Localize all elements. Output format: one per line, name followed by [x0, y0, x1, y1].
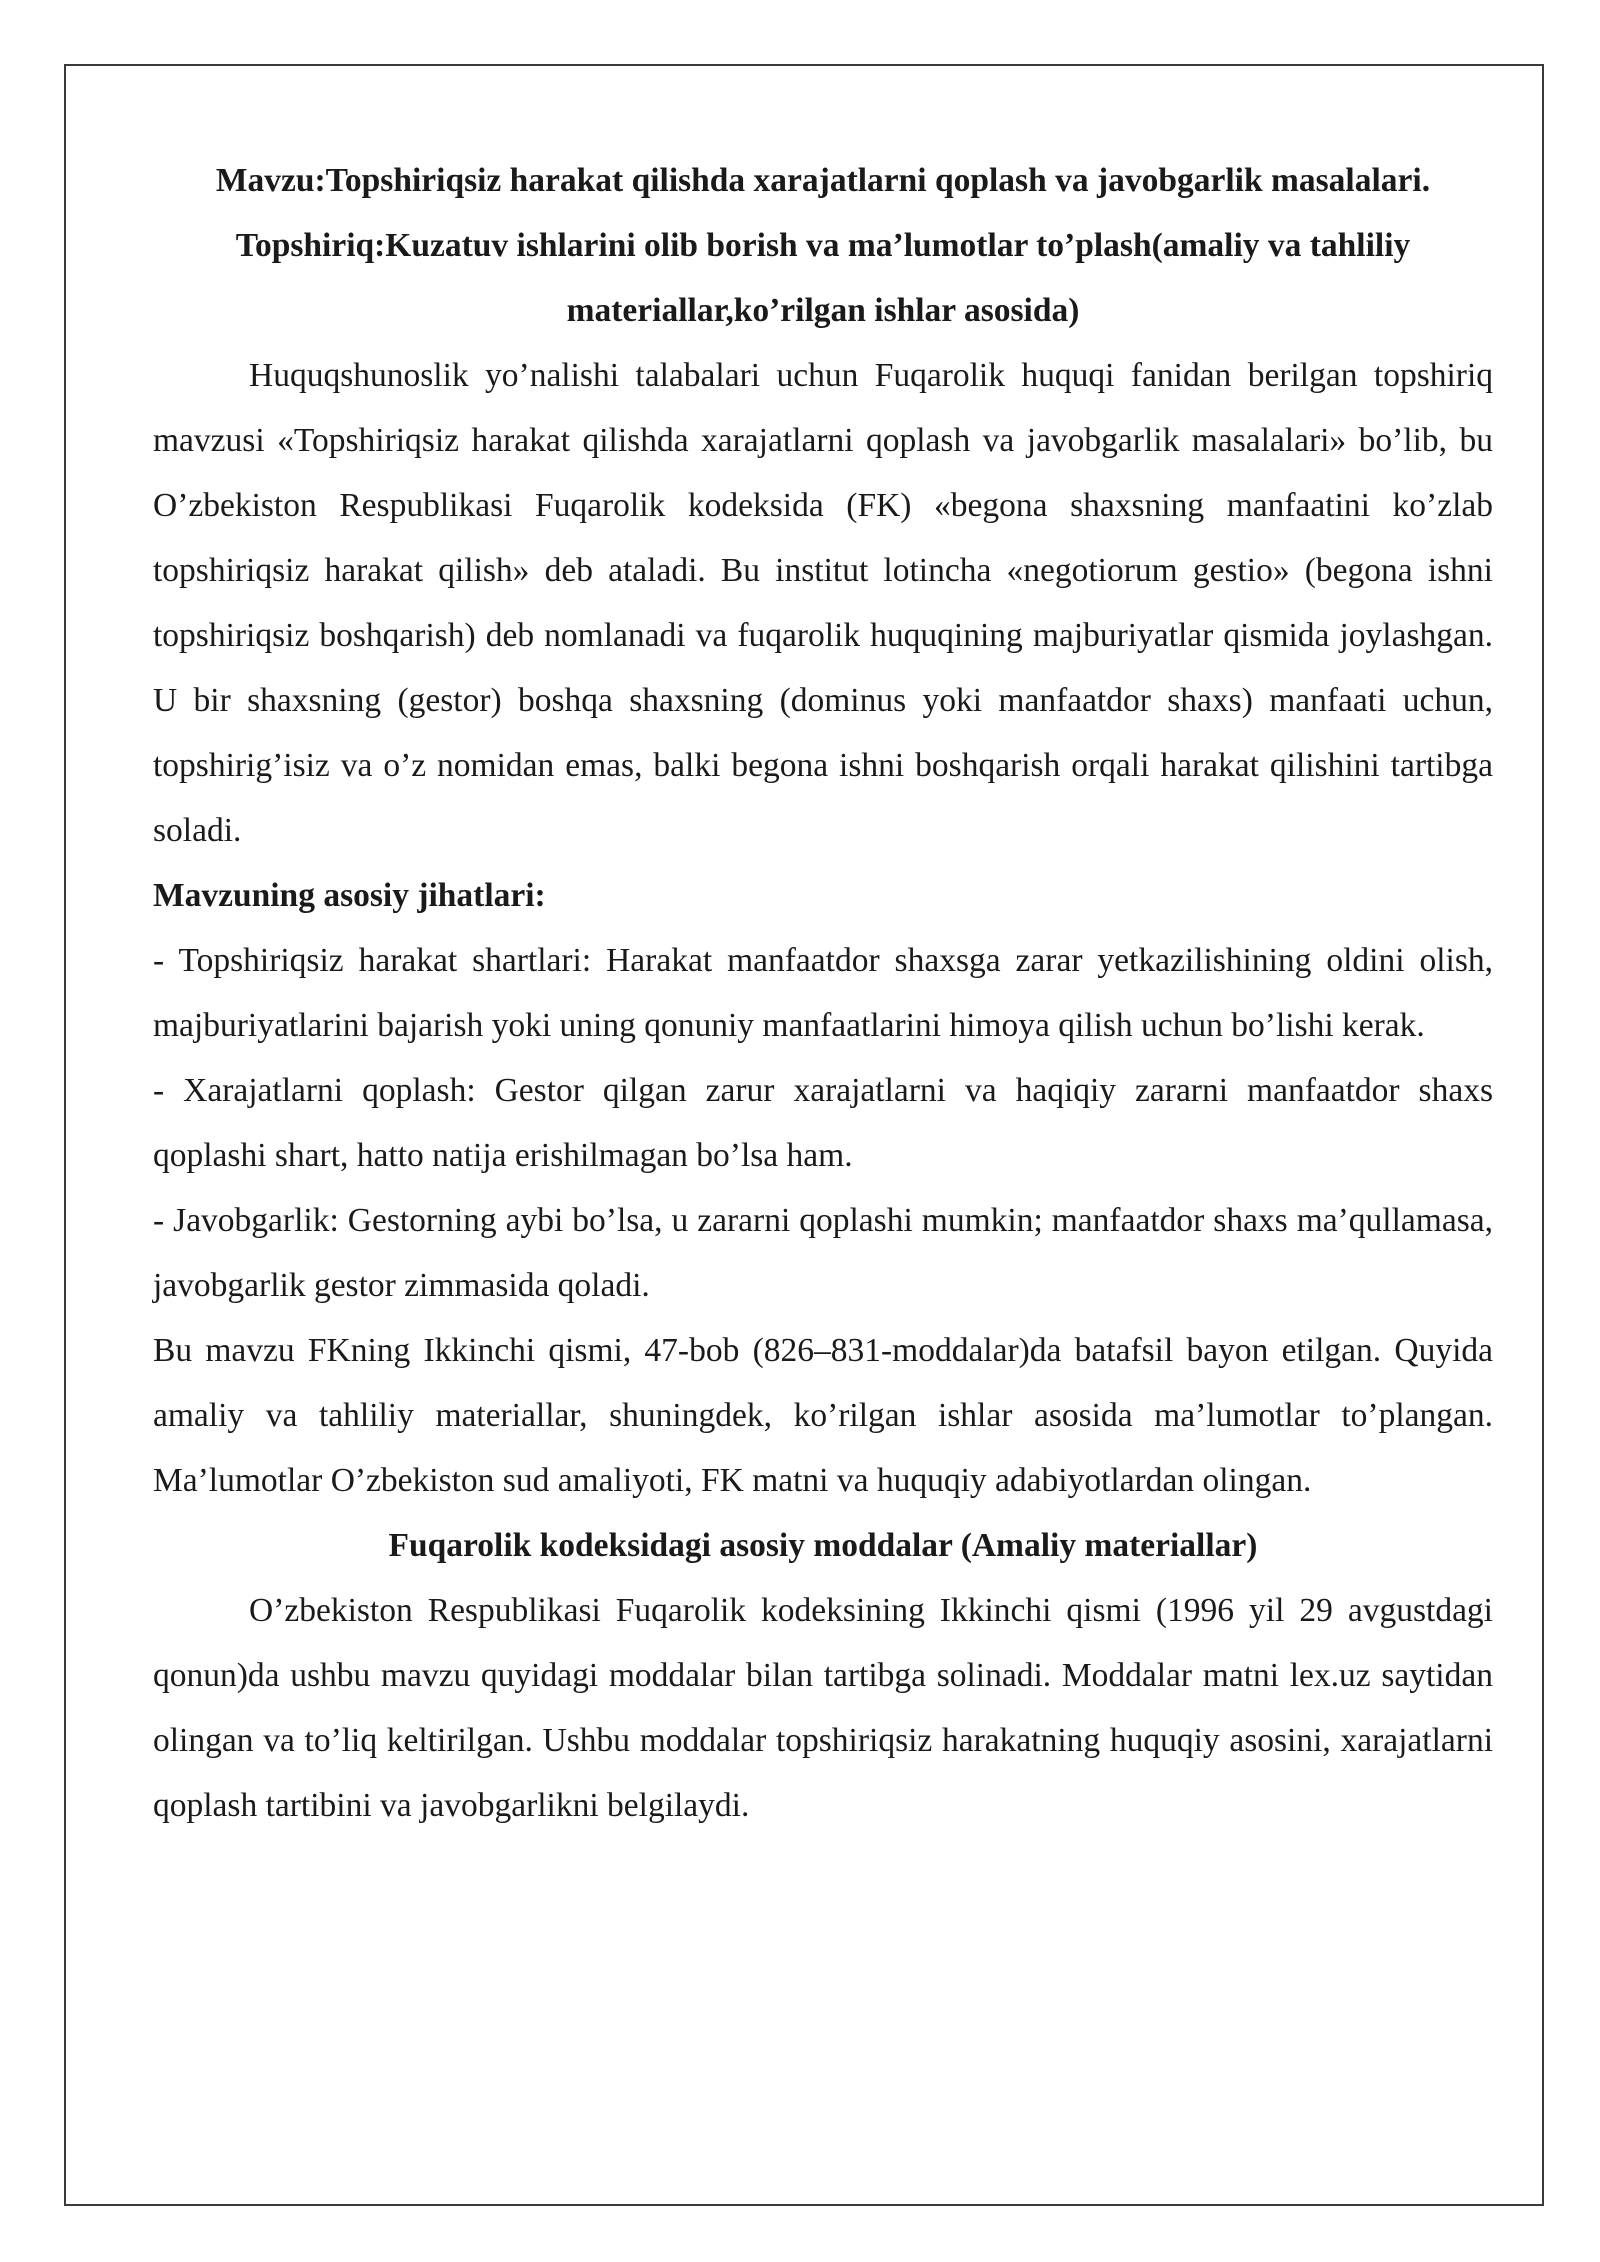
intro-paragraph: Huquqshunoslik yo’nalishi talabalari uchun Fuqarolik huquqi fanidan berilgan topshiriq mavzusi «Topshiriqsiz harakat qilishda xarajatlarni qoplash va javobgarlik masalalari» bo’lib, bu O’zbekiston Respublikasi Fuqarolik kodeksida (FK) «begona shaxsning manfaatini ko’zlab topshiriqsiz harakat qilish» deb ataladi. Bu institut lotincha «negotiorum gestio» (begona ishni topshiriqsiz boshqarish) deb nomlanadi va fuqarolik huquqining majburiyatlar qismida joylashgan. U bir shaxsning (gestor) boshqa shaxsning (dominus yoki manfaatdor shaxs) manfaati uchun, topshirig’isiz va o’z nomidan emas, balki begona ishni boshqarish orqali harakat qilishini tartibga soladi. [153, 357, 1493, 849]
sources-paragraph: Bu mavzu FKning Ikkinchi qismi, 47-bob (826–831-moddalar)da batafsil bayon etilgan. Quyida amaliy va tahliliy materiallar, shuningdek, ko’rilgan ishlar asosida ma’lumotlar to’plangan. Ma’lumotlar O’zbekiston sud amaliyoti, FK matni va huquqiy adabiyotlardan olingan. [153, 1332, 1493, 1499]
articles-heading: Fuqarolik kodeksidagi asosiy moddalar (Amaliy materiallar) [388, 1527, 1258, 1564]
assignment-title: Topshiriq:Kuzatuv ishlarini olib borish va ma’lumotlar to’plash(amaliy va tahliliy materiallar,ko’rilgan ishlar asosida) [235, 227, 1411, 329]
aspect-item-conditions: - Topshiriqsiz harakat shartlari: Harakat manfaatdor shaxsga zarar yetkazilishining oldini olish, majburiyatlarini bajarish yoki uning qonuniy manfaatlarini himoya qilish uchun bo’lishi kerak. [153, 942, 1493, 1044]
document-title: Mavzu:Topshiriqsiz harakat qilishda xarajatlarni qoplash va javobgarlik masalalari. [215, 162, 1431, 199]
aspect-item-compensation: - Xarajatlarni qoplash: Gestor qilgan zarur xarajatlarni va haqiqiy zararni manfaatdor shaxs qoplashi shart, hatto natija erishilmagan bo’lsa ham. [153, 1072, 1493, 1174]
aspects-heading: Mavzuning asosiy jihatlari: [153, 877, 546, 914]
document-body [153, 148, 1493, 1838]
articles-paragraph: O’zbekiston Respublikasi Fuqarolik kodeksining Ikkinchi qismi (1996 yil 29 avgustdagi qonun)da ushbu mavzu quyidagi moddalar bilan tartibga solinadi. Moddalar matni lex.uz saytidan olingan va to’liq keltirilgan. Ushbu moddalar topshiriqsiz harakatning huquqiy asosini, xarajatlarni qoplash tartibini va javobgarlikni belgilaydi. [153, 1592, 1493, 1824]
aspect-item-liability: - Javobgarlik: Gestorning aybi bo’lsa, u zararni qoplashi mumkin; manfaatdor shaxs ma’qullamasa, javobgarlik gestor zimmasida qoladi. [153, 1202, 1493, 1304]
